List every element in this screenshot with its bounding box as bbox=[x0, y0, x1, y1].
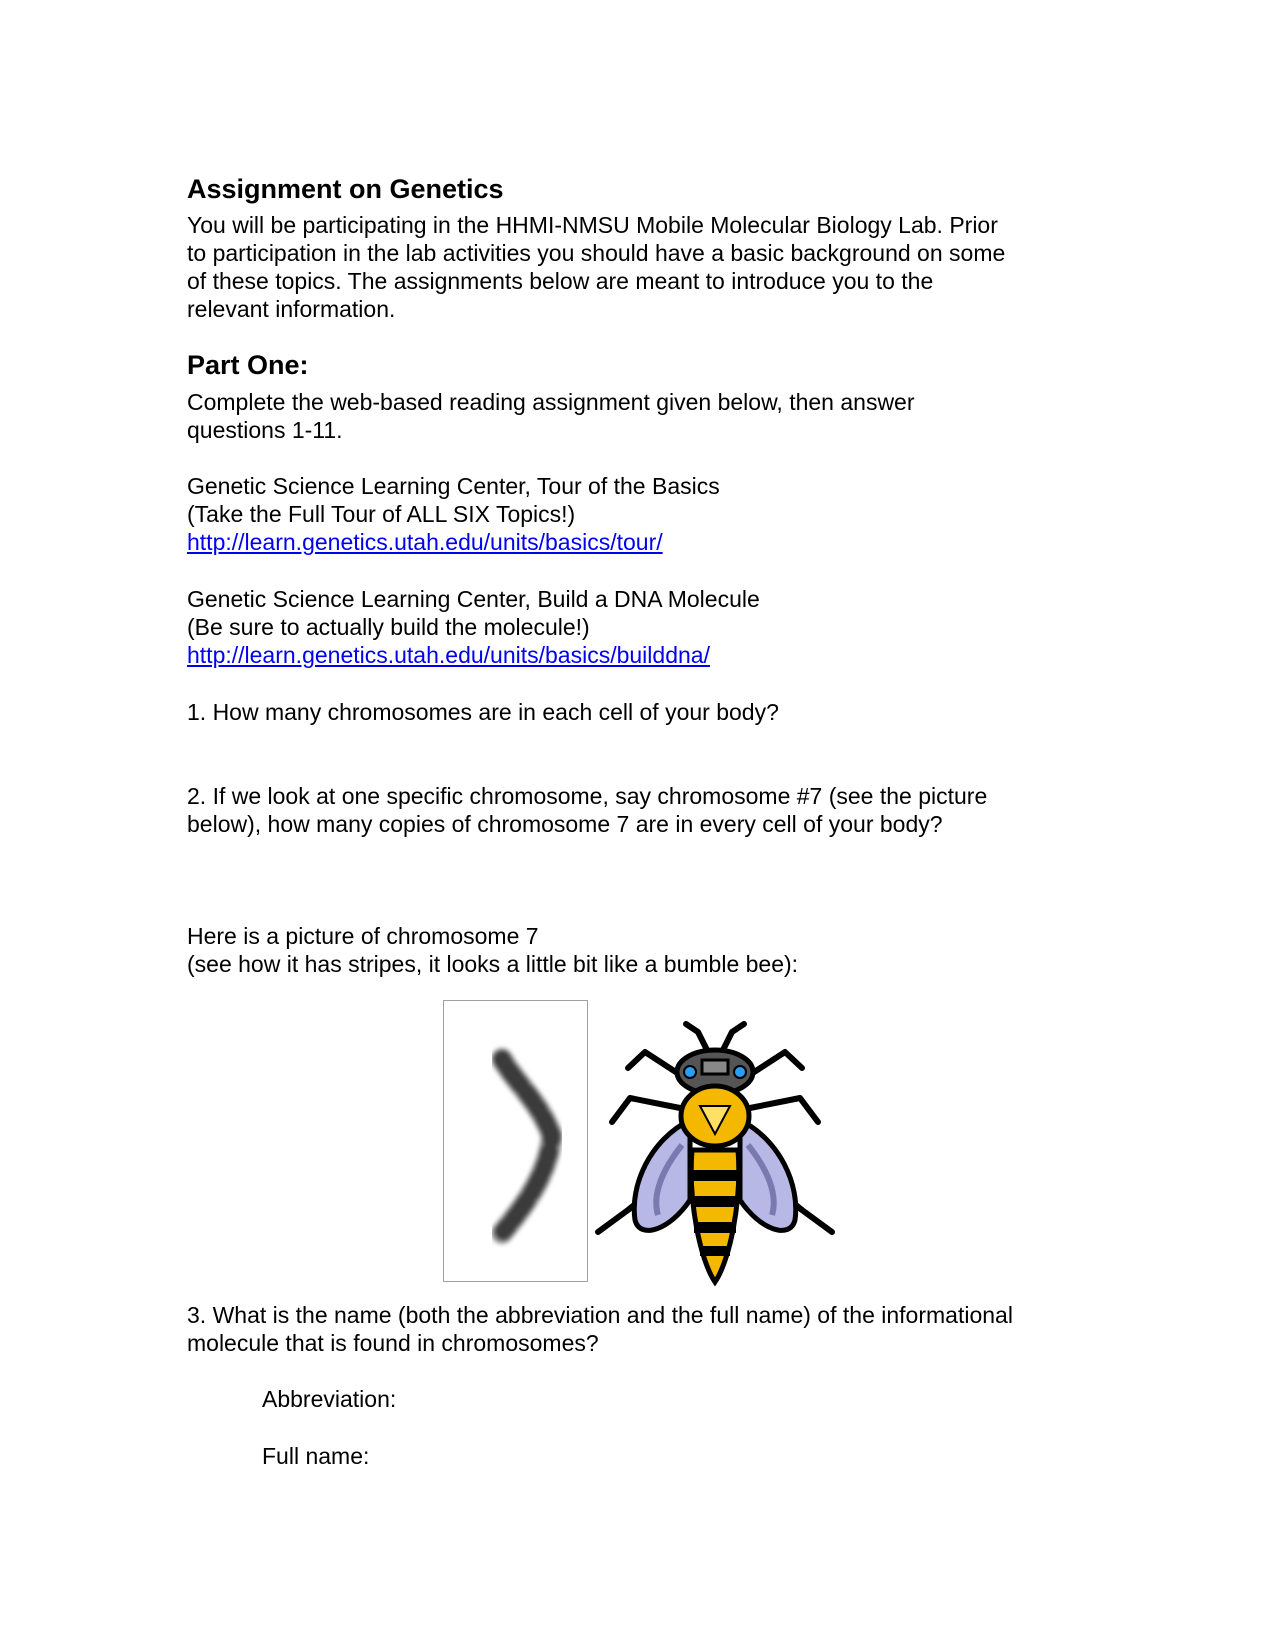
picture-caption-line-2: (see how it has stripes, it looks a little bit like a bumble bee): bbox=[187, 951, 799, 977]
resource-1-title: Genetic Science Learning Center, Tour of the Basics bbox=[187, 473, 720, 499]
instructions-line-2: questions 1-11. bbox=[187, 417, 343, 443]
intro-line-1: You will be participating in the HHMI-NMSU Mobile Molecular Biology Lab. Prior bbox=[187, 212, 998, 238]
part-one-heading: Part One: bbox=[187, 350, 309, 380]
page-title: Assignment on Genetics bbox=[187, 174, 504, 204]
question-2-line-2: below), how many copies of chromosome 7 are in every cell of your body? bbox=[187, 811, 943, 837]
question-2-line-1: 2. If we look at one specific chromosome, say chromosome #7 (see the picture bbox=[187, 783, 988, 809]
resource-2-title: Genetic Science Learning Center, Build a DNA Molecule bbox=[187, 586, 760, 612]
question-1: 1. How many chromosomes are in each cell of your body? bbox=[187, 699, 779, 725]
intro-line-2: to participation in the lab activities you should have a basic background on some bbox=[187, 240, 1006, 266]
question-3-line-2: molecule that is found in chromosomes? bbox=[187, 1330, 599, 1356]
abbreviation-label: Abbreviation: bbox=[262, 1386, 397, 1412]
resource-1-link[interactable]: http://learn.genetics.utah.edu/units/basics/tour/ bbox=[187, 529, 663, 555]
bumble-bee-icon bbox=[590, 1010, 840, 1290]
full-name-label: Full name: bbox=[262, 1443, 370, 1469]
chromosome-7-icon bbox=[444, 1001, 587, 1281]
resource-2-link[interactable]: http://learn.genetics.utah.edu/units/basics/builddna/ bbox=[187, 642, 710, 668]
picture-caption-line-1: Here is a picture of chromosome 7 bbox=[187, 923, 539, 949]
intro-line-3: of these topics. The assignments below are meant to introduce you to the bbox=[187, 268, 934, 294]
question-3-line-1: 3. What is the name (both the abbreviation and the full name) of the informational bbox=[187, 1302, 1013, 1328]
resource-2-note: (Be sure to actually build the molecule!) bbox=[187, 614, 590, 640]
intro-line-4: relevant information. bbox=[187, 296, 396, 322]
instructions-line-1: Complete the web-based reading assignment given below, then answer bbox=[187, 389, 915, 415]
resource-1-note: (Take the Full Tour of ALL SIX Topics!) bbox=[187, 501, 576, 527]
chromosome-7-image bbox=[443, 1000, 588, 1282]
